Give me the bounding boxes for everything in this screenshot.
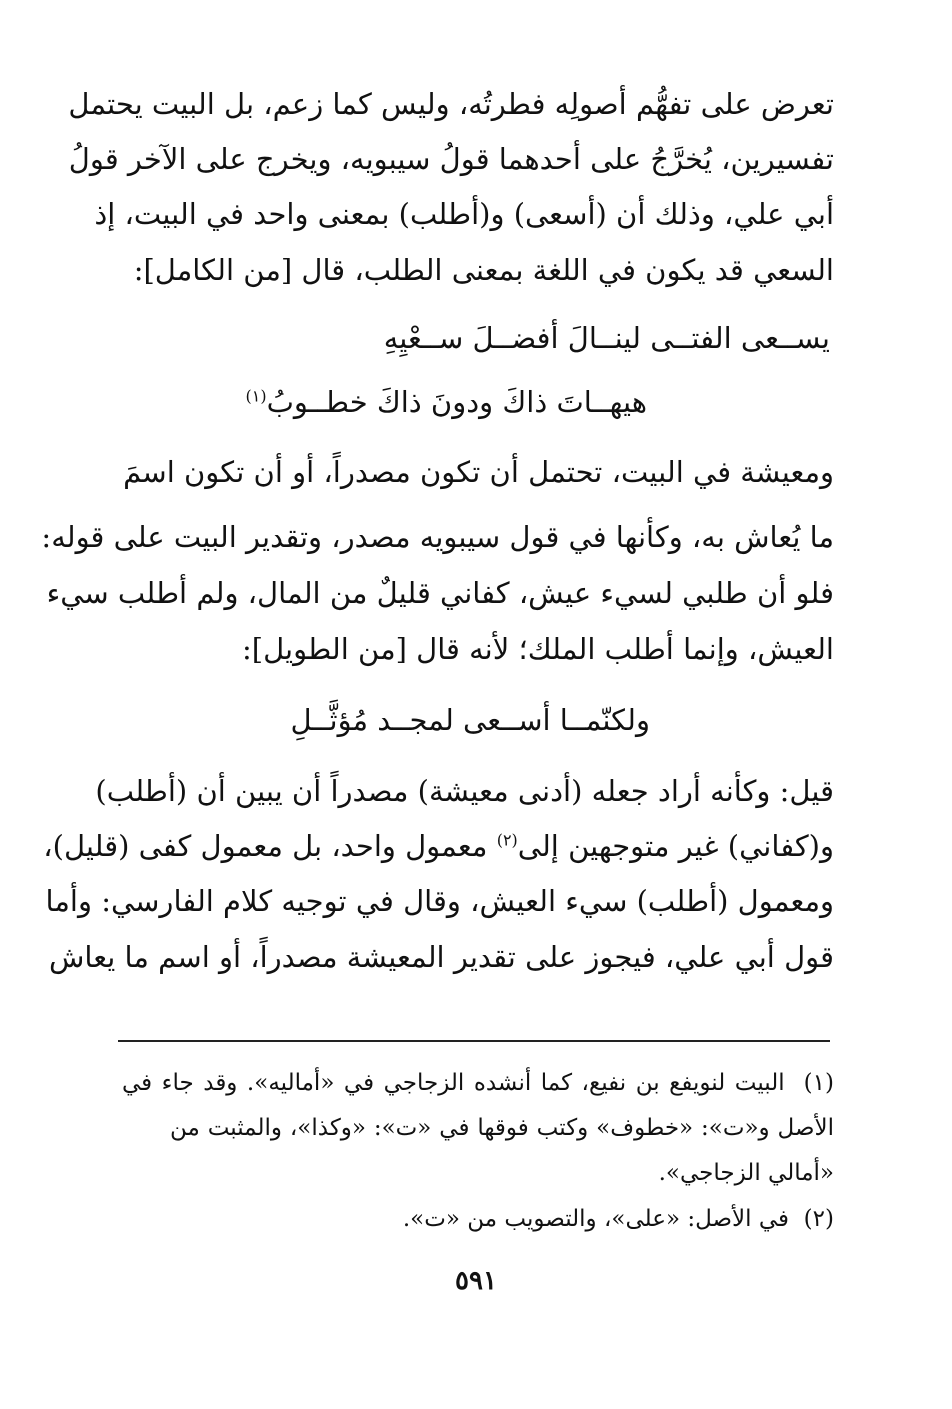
- paragraph-1-line-4: السعي قد يكون في اللغة بمعنى الطلب، قال [من الكامل]:: [133, 253, 834, 287]
- paragraph-2-line-1: ومعيشة في البيت، تحتمل أن تكون مصدراً، أو أن تكون اسمَ: [123, 455, 834, 489]
- paragraph-3-line-2: [43, 826, 834, 866]
- footnote-separator: [118, 1040, 830, 1042]
- footnote-1-number: (١): [803, 1070, 834, 1096]
- paragraph-3-line-2-start: و(كفاني) غير متوجهين إلى: [517, 829, 834, 863]
- footnote-marker-2: (٢): [496, 830, 518, 850]
- paragraph-3-line-3: ومعمول (أطلب) سيء العيش، وقال في توجيه كلام الفارسي: وأما: [45, 884, 834, 918]
- footnote-1-text-1: البيت لنويفع بن نفيع، كما أنشده الزجاجي في «أماليه». وقد جاء في: [122, 1070, 785, 1096]
- paragraph-1-line-1: تعرض على تفهُّم أصولِه فطرتُه، وليس كما زعم، بل البيت يحتمل: [68, 87, 834, 121]
- footnote-2-text: في الأصل: «على»، والتصويب من «ت».: [402, 1206, 790, 1232]
- verse-1-hemistich-2-text: هيهــاتَ ذاكَ ودونَ ذاكَ خطــوبُ: [266, 385, 647, 419]
- footnote-2-number: (٢): [803, 1206, 834, 1232]
- paragraph-1-line-3: أبي علي، وذلك أن (أسعى) و(أطلب) بمعنى واحد في البيت، إذ: [94, 197, 834, 231]
- paragraph-3-line-2-end: معمول واحد، بل معمول كفى (قليل)،: [43, 829, 497, 863]
- verse-2-hemistich: ولكنّمــا أســعى لمجــد مُؤثَّــلِ: [290, 703, 650, 737]
- verse-1-hemistich-1: يســعى الفتــى لينــالَ أفضــلَ ســعْيِهِ: [383, 321, 830, 355]
- paragraph-2-line-2: ما يُعاش به، وكأنها في قول سيبويه مصدر، وتقدير البيت على قوله:: [41, 520, 834, 554]
- footnote-1-line-2: الأصل و«ت»: «خطوف» وكتب فوقها في «ت»: «وكذا»، والمثبت من: [170, 1115, 834, 1141]
- paragraph-1-line-2: تفسيرين، يُخرَّجُ على أحدهما قولُ سيبويه، ويخرج على الآخر قولُ: [68, 142, 834, 176]
- verse-1-hemistich-2: [246, 382, 647, 422]
- paragraph-3-line-4: قول أبي علي، فيجوز على تقدير المعيشة مصدراً، أو اسم ما يعاش: [48, 940, 834, 974]
- paragraph-2-line-3: فلو أن طلبي لسيء عيش، كفاني قليلٌ من المال، ولم أطلب سيء: [46, 576, 834, 610]
- page-number: ٥٩١: [455, 1266, 497, 1296]
- footnote-1-line-1: [122, 1067, 834, 1099]
- paragraph-2-line-4: العيش، وإنما أطلب الملك؛ لأنه قال [من الطويل]:: [242, 632, 834, 666]
- paragraph-3-line-1: قيل: وكأنه أراد جعله (أدنى معيشة) مصدراً أن يبين أن (أطلب): [95, 774, 834, 808]
- footnote-1-line-3: «أمالي الزجاجي».: [658, 1160, 834, 1186]
- footnote-marker-1: (١): [245, 386, 267, 406]
- footnote-2-line: [122, 1203, 834, 1235]
